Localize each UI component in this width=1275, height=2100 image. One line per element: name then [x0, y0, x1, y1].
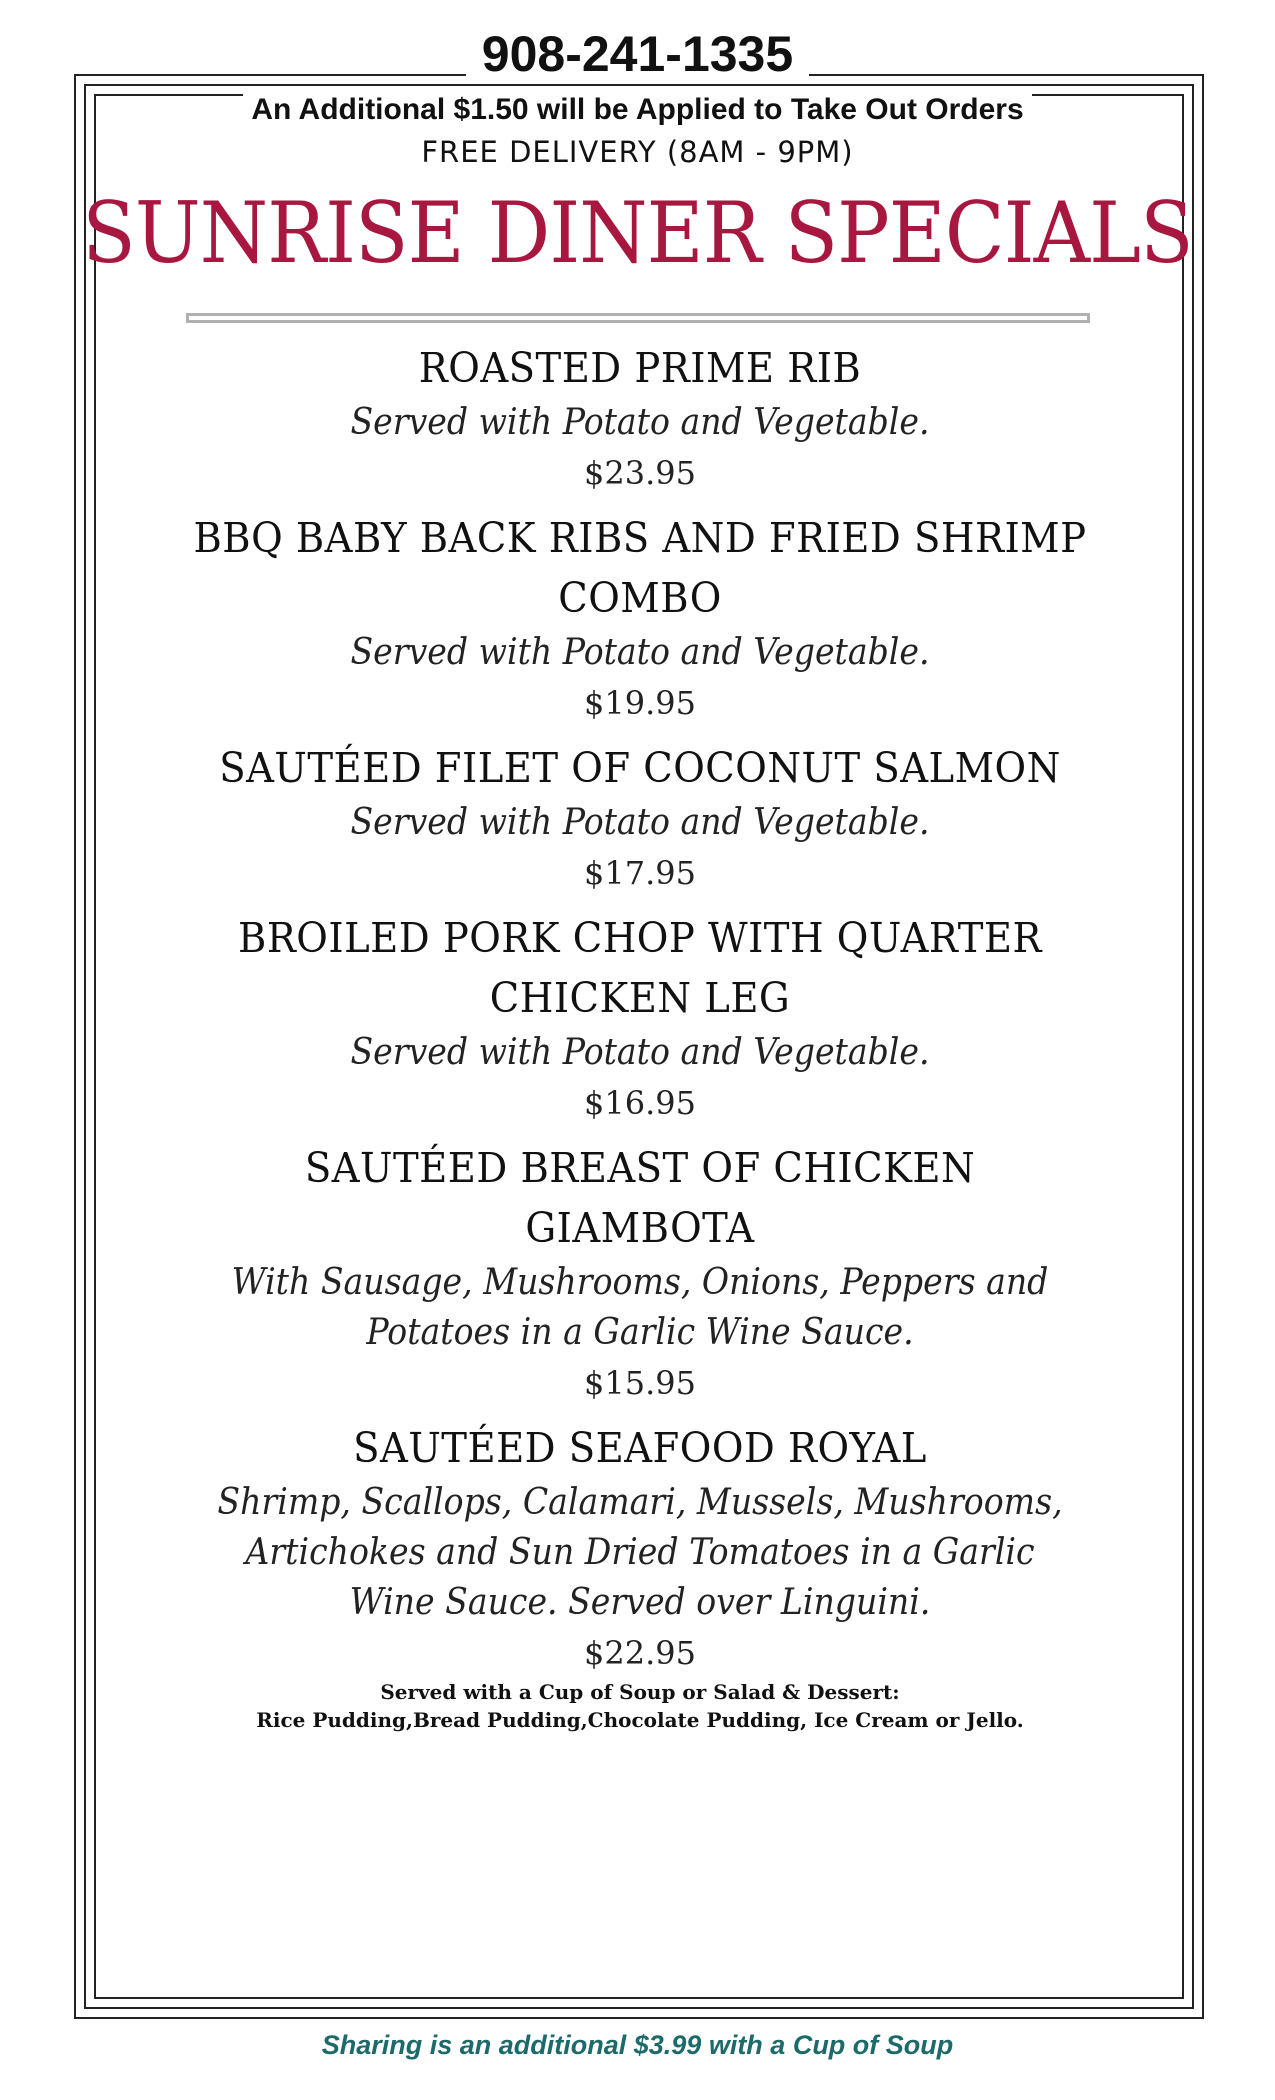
item-price: $19.95 [584, 684, 696, 722]
footnote-line: Served with a Cup of Soup or Salad & Dessert: [380, 1680, 900, 1704]
item-price: $16.95 [584, 1084, 696, 1122]
item-name: ROASTED PRIME RIB [418, 344, 862, 392]
item-description: Artichokes and Sun Dried Tomatoes in a Garlic [245, 1532, 1035, 1573]
item-description: Served with Potato and Vegetable. [350, 402, 930, 443]
takeout-note: An Additional $1.50 will be Applied to Take Out Orders [0, 92, 1275, 128]
item-price: $22.95 [584, 1634, 696, 1672]
item-description: Served with Potato and Vegetable. [350, 1032, 930, 1073]
item-description: Served with Potato and Vegetable. [350, 802, 930, 843]
menu-title: SUNRISE DINER SPECIALS [82, 184, 1193, 282]
item-name: CHICKEN LEG [489, 974, 791, 1022]
footnote-line: Rice Pudding,Bread Pudding,Chocolate Pudding, Ice Cream or Jello. [256, 1708, 1024, 1732]
sharing-note: Sharing is an additional $3.99 with a Cup of Soup [321, 2030, 954, 2060]
item-name: GIAMBOTA [525, 1204, 755, 1252]
item-description: Shrimp, Scallops, Calamari, Mussels, Mushrooms, [217, 1482, 1063, 1523]
item-price: $15.95 [584, 1364, 696, 1402]
menu-item [140, 508, 1140, 728]
menu-item [140, 338, 1140, 498]
item-description: Potatoes in a Garlic Wine Sauce. [366, 1312, 914, 1353]
specials-list [140, 338, 1140, 1734]
menu-item [140, 1418, 1140, 1678]
item-name: SAUTÉED SEAFOOD ROYAL [353, 1424, 927, 1472]
item-price: $23.95 [584, 454, 696, 492]
menu-item [140, 1138, 1140, 1408]
item-name: SAUTÉED BREAST OF CHICKEN [304, 1144, 976, 1192]
item-price: $17.95 [584, 854, 696, 892]
menu-item [140, 738, 1140, 898]
item-description: Wine Sauce. Served over Linguini. [349, 1582, 931, 1623]
phone-number: 908-241-1335 [0, 26, 1275, 82]
item-name: COMBO [558, 574, 722, 622]
menu-item [140, 908, 1140, 1128]
item-description: Served with Potato and Vegetable. [350, 632, 930, 673]
item-name: BBQ BABY BACK RIBS AND FRIED SHRIMP [193, 514, 1087, 562]
title-divider [186, 313, 1090, 323]
item-description: With Sausage, Mushrooms, Onions, Peppers and [231, 1262, 1049, 1303]
delivery-note: FREE DELIVERY (8AM - 9PM) [421, 135, 854, 169]
item-name: BROILED PORK CHOP WITH QUARTER [238, 914, 1042, 962]
item-name: SAUTÉED FILET OF COCONUT SALMON [219, 744, 1061, 792]
